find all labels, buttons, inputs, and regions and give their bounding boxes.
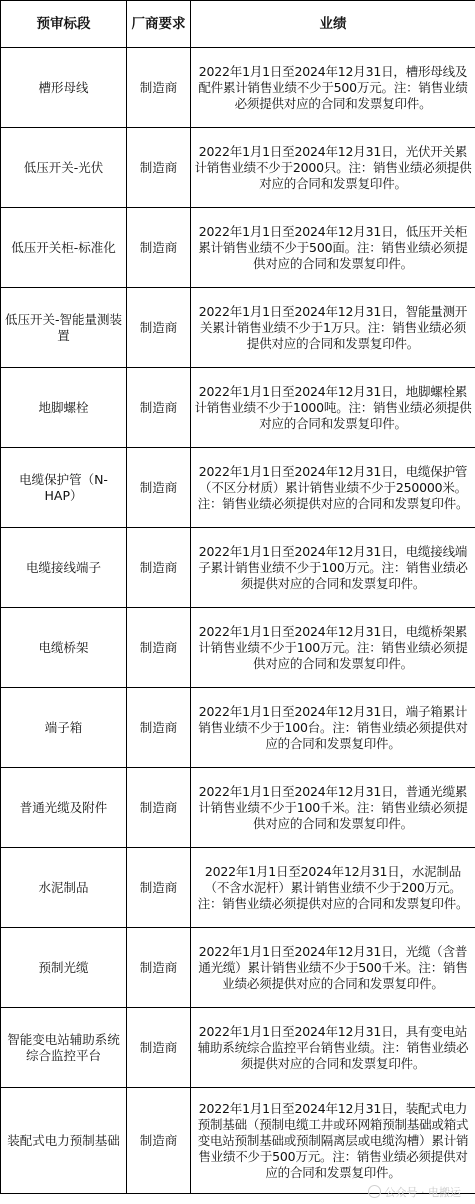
stage-cell: 装配式电力预制基础 xyxy=(1,1088,127,1194)
requirement-cell: 制造商 xyxy=(127,528,191,608)
stage-cell: 水泥制品 xyxy=(1,848,127,928)
stage-cell: 电缆接线端子 xyxy=(1,528,127,608)
performance-cell: 2022年1月1日至2024年12月31日，电缆桥架累计销售业绩不少于100万元。注：销售业绩必须提供对应的合同和发票复印件。 xyxy=(191,608,475,688)
table-row xyxy=(1,608,475,688)
requirement-cell: 制造商 xyxy=(127,48,191,128)
requirement-cell: 制造商 xyxy=(127,688,191,768)
stage-cell: 低压开关-智能量测装置 xyxy=(1,288,127,368)
performance-cell: 2022年1月1日至2024年12月31日，地脚螺栓累计销售业绩不少于1000吨。注：销售业绩必须提供对应的合同和发票复印件。 xyxy=(191,368,475,448)
requirement-cell: 制造商 xyxy=(127,128,191,208)
stage-cell: 普通光缆及附件 xyxy=(1,768,127,848)
stage-cell: 低压开关柜-标准化 xyxy=(1,208,127,288)
requirement-cell: 制造商 xyxy=(127,848,191,928)
table-row xyxy=(1,768,475,848)
performance-cell: 2022年1月1日至2024年12月31日，普通光缆累计销售业绩不少于100千米。注：销售业绩必须提供对应的合同和发票复印件。 xyxy=(191,768,475,848)
table-row xyxy=(1,288,475,368)
requirement-cell: 制造商 xyxy=(127,608,191,688)
performance-cell: 2022年1月1日至2024年12月31日，电缆保护管（不区分材质）累计销售业绩不少于250000米。注：销售业绩必须提供对应的合同和发票复印件。 xyxy=(191,448,475,528)
watermark xyxy=(368,1184,462,1200)
table-row xyxy=(1,368,475,448)
table-row xyxy=(1,1088,475,1194)
table-row xyxy=(1,1008,475,1088)
stage-cell: 电缆保护管（N-HAP） xyxy=(1,448,127,528)
performance-cell: 2022年1月1日至2024年12月31日，智能量测开关累计销售业绩不少于1万只。注：销售业绩必须提供对应的合同和发票复印件。 xyxy=(191,288,475,368)
watermark-text: 公众号 · 电搬运 xyxy=(384,1186,461,1199)
table-row xyxy=(1,928,475,1008)
requirement-cell: 制造商 xyxy=(127,1008,191,1088)
header-requirement: 厂商要求 xyxy=(127,1,191,48)
stage-cell: 智能变电站辅助系统综合监控平台 xyxy=(1,1008,127,1088)
performance-cell: 2022年1月1日至2024年12月31日，装配式电力预制基础（预制电缆工井或环网箱预制基础或箱式变电站预制基础或预制隔离层或电缆沟槽）累计销售业绩不少于500万元。注：销售业绩必须提供对应的合同和发票复印件。 xyxy=(191,1088,475,1194)
stage-cell: 端子箱 xyxy=(1,688,127,768)
requirement-cell: 制造商 xyxy=(127,448,191,528)
stage-cell: 预制光缆 xyxy=(1,928,127,1008)
performance-cell: 2022年1月1日至2024年12月31日，光伏开关累计销售业绩不少于2000只。注：销售业绩必须提供对应的合同和发票复印件。 xyxy=(191,128,475,208)
performance-cell: 2022年1月1日至2024年12月31日，电缆接线端子累计销售业绩不少于100万元。注：销售业绩必须提供对应的合同和发票复印件。 xyxy=(191,528,475,608)
table-row xyxy=(1,208,475,288)
header-performance: 业绩 xyxy=(191,1,475,48)
wechat-icon xyxy=(368,1185,381,1198)
requirement-cell: 制造商 xyxy=(127,928,191,1008)
stage-cell: 槽形母线 xyxy=(1,48,127,128)
performance-cell: 2022年1月1日至2024年12月31日，槽形母线及配件累计销售业绩不少于500万元。注：销售业绩必须提供对应的合同和发票复印件。 xyxy=(191,48,475,128)
table-row xyxy=(1,688,475,768)
table-row xyxy=(1,128,475,208)
stage-cell: 低压开关-光伏 xyxy=(1,128,127,208)
performance-cell: 2022年1月1日至2024年12月31日，端子箱累计销售业绩不少于100台。注：销售业绩必须提供对应的合同和发票复印件。 xyxy=(191,688,475,768)
table-row xyxy=(1,528,475,608)
header-stage: 预审标段 xyxy=(1,1,127,48)
requirement-cell: 制造商 xyxy=(127,1088,191,1194)
table-row xyxy=(1,448,475,528)
table-row xyxy=(1,48,475,128)
performance-cell: 2022年1月1日至2024年12月31日，具有变电站辅助系统综合监控平台销售业绩。注：销售业绩必须提供对应的合同和发票复印件。 xyxy=(191,1008,475,1088)
stage-cell: 地脚螺栓 xyxy=(1,368,127,448)
requirement-cell: 制造商 xyxy=(127,368,191,448)
stage-cell: 电缆桥架 xyxy=(1,608,127,688)
header-row xyxy=(1,1,475,48)
table-row xyxy=(1,848,475,928)
performance-cell: 2022年1月1日至2024年12月31日，光缆（含普通光缆）累计销售业绩不少于500千米。注：销售业绩必须提供对应的合同和发票复印件。 xyxy=(191,928,475,1008)
requirement-cell: 制造商 xyxy=(127,208,191,288)
requirement-cell: 制造商 xyxy=(127,288,191,368)
performance-cell: 2022年1月1日至2024年12月31日，低压开关柜累计销售业绩不少于500面。注：销售业绩必须提供对应的合同和发票复印件。 xyxy=(191,208,475,288)
performance-cell: 2022年1月1日至2024年12月31日，水泥制品（不含水泥杆）累计销售业绩不少于200万元。注：销售业绩必须提供对应的合同和发票复印件。 xyxy=(191,848,475,928)
requirement-cell: 制造商 xyxy=(127,768,191,848)
